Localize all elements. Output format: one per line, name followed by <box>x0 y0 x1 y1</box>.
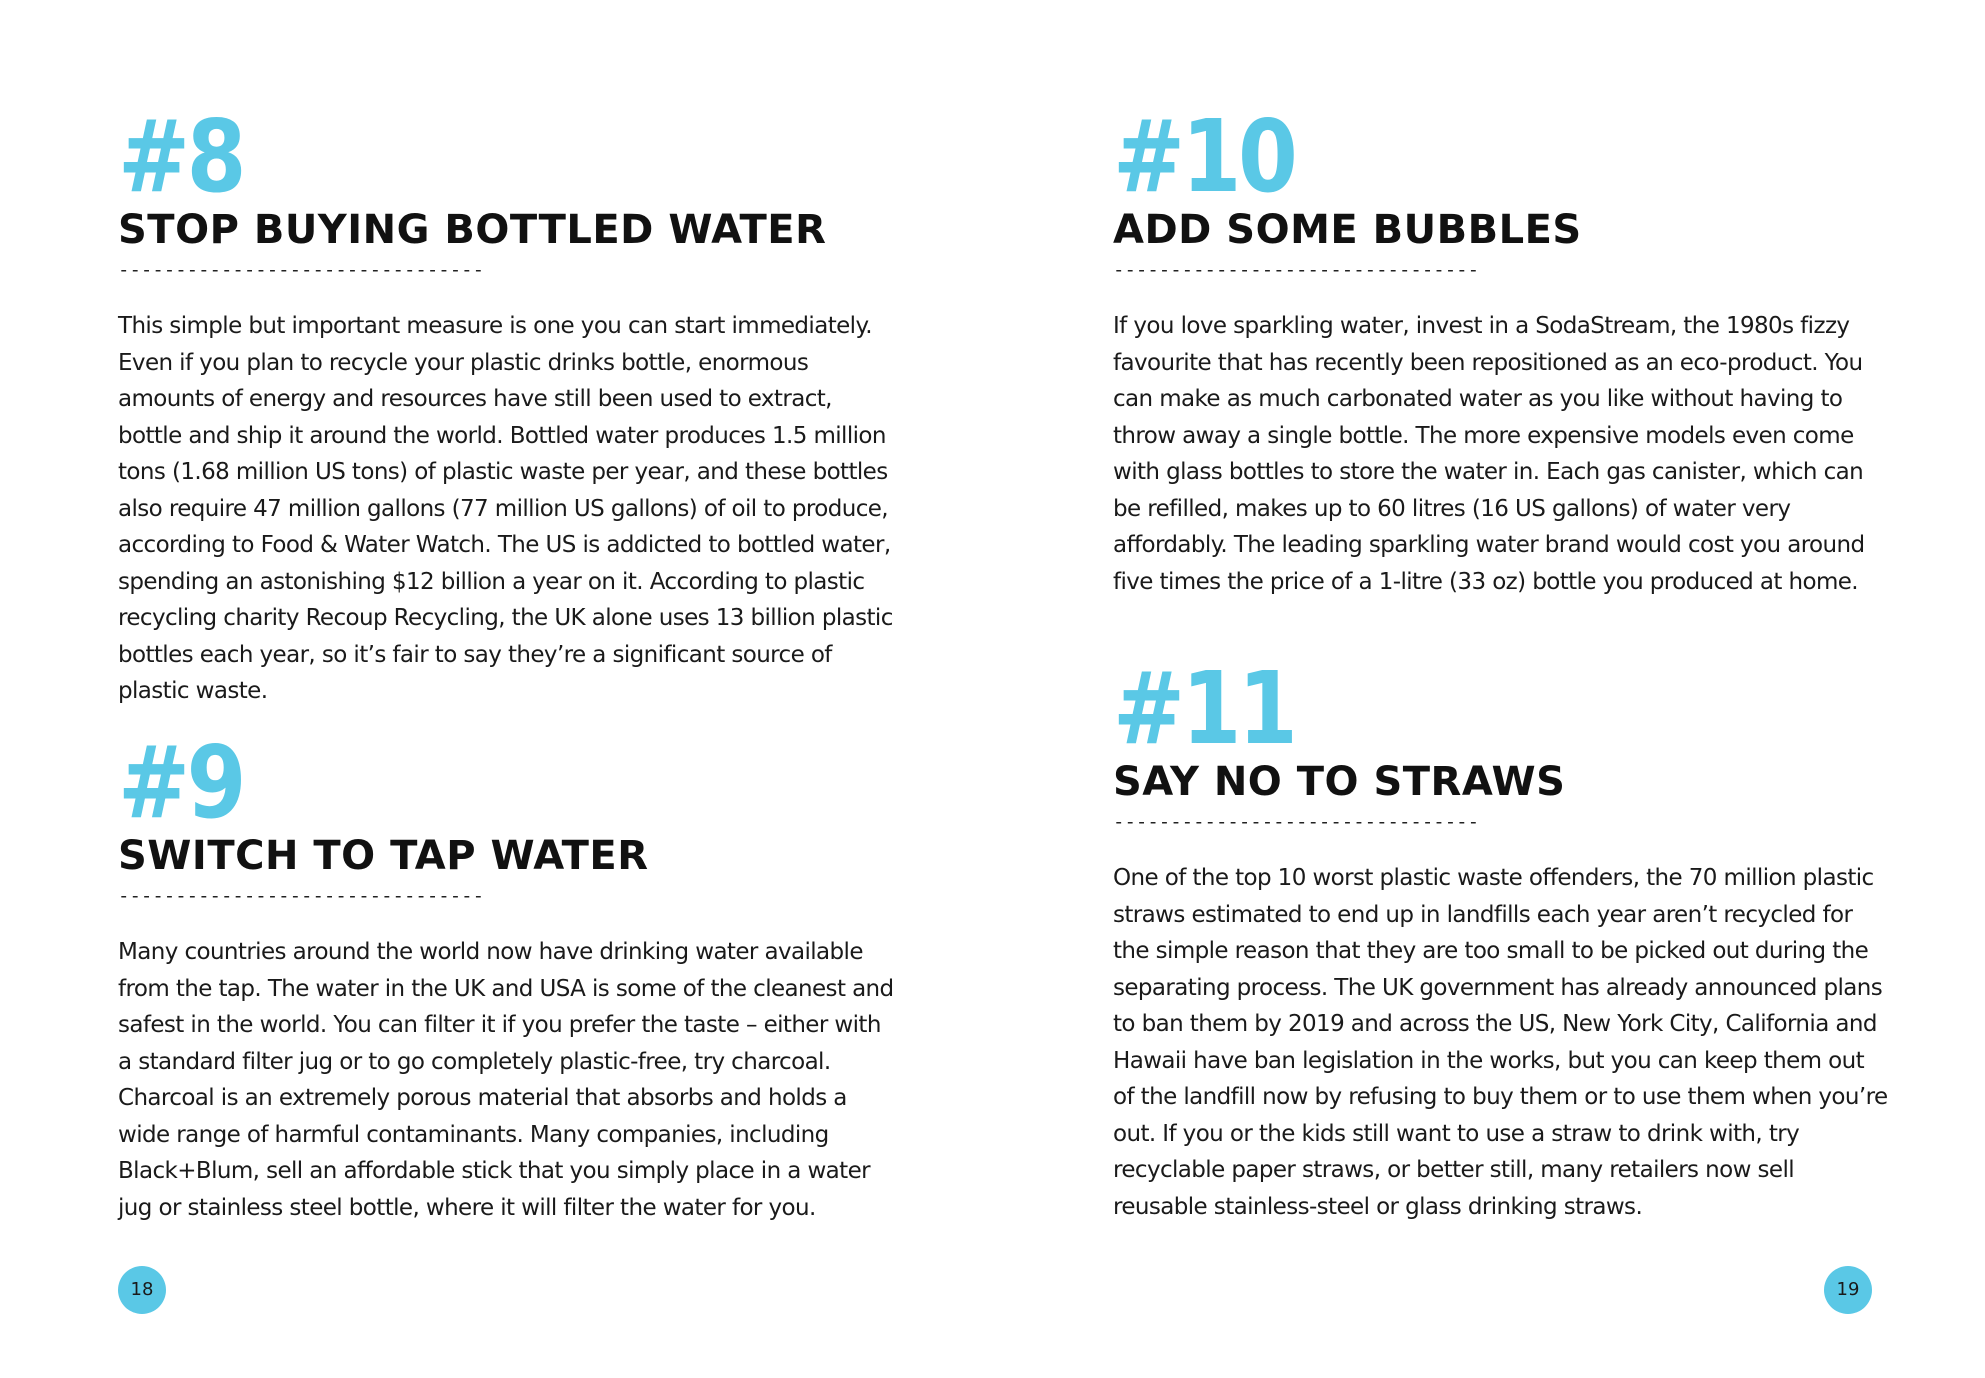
tip-body: If you love sparkling water, invest in a SodaStream, the 1980s fizzy favourite that has recently been repositioned as an eco-product. You can make as much carbonated water as you like without having to throw away a single bottle. The more expensive models even come with glass bottles to store the water in. Each gas canister, which can be refilled, makes up to 60 litres (16 US gallons) of water very affordably. The leading sparkling water brand would cost you around five times the price of a 1-litre (33 oz) bottle you produced at home. <box>1113 313 1865 595</box>
tip-body: Many countries around the world now have drinking water available from the tap. The water in the UK and USA is some of the cleanest and safest in the world. You can filter it if you prefer the taste – either with a standard filter jug or to go completely plastic-free, try charcoal. Charcoal is an extremely porous material that absorbs and holds a wide range of harmful contaminants. Many companies, including Black+Blum, sell an affordable stick that you simply place in a water jug or stainless steel bottle, where it will filter the water for you. <box>118 939 894 1221</box>
tip-title: ADD SOME BUBBLES <box>1113 207 1582 253</box>
dashed-divider: -------------------------------- <box>118 885 485 907</box>
dashed-divider: -------------------------------- <box>1113 811 1480 833</box>
tip-section-8 <box>118 98 898 710</box>
tip-title: STOP BUYING BOTTLED WATER <box>118 207 827 253</box>
tip-section-10 <box>1113 98 1893 600</box>
tip-section-11 <box>1113 650 1893 1225</box>
tip-title: SAY NO TO STRAWS <box>1113 759 1566 805</box>
tip-body: One of the top 10 worst plastic waste offenders, the 70 million plastic straws estimated to end up in landfills each year aren’t recycled for the simple reason that they are too small to be picked out during the separating process. The UK government has already announced plans to ban them by 2019 and across the US, New York City, California and Hawaii have ban legislation in the works, but you can keep them out of the landfill now by refusing to buy them or to use them when you’re out. If you or the kids still want to use a straw to drink with, try recyclable paper straws, or better still, many retailers now sell reusable stainless-steel or glass drinking straws. <box>1113 865 1888 1220</box>
tip-number: #11 <box>1113 650 1295 767</box>
dashed-divider: -------------------------------- <box>118 259 485 281</box>
tip-number: #8 <box>118 98 244 215</box>
tip-number: #9 <box>118 724 244 841</box>
page-number-badge: 18 <box>118 1266 166 1314</box>
dashed-divider: -------------------------------- <box>1113 259 1480 281</box>
tip-section-9 <box>118 724 898 1226</box>
left-page <box>0 0 992 1378</box>
tip-title: SWITCH TO TAP WATER <box>118 833 649 879</box>
right-page <box>993 0 1985 1378</box>
tip-number: #10 <box>1113 98 1295 215</box>
tip-body: This simple but important measure is one you can start immediately. Even if you plan to recycle your plastic drinks bottle, enormous amounts of energy and resources have still been used to extract, bottle and ship it around the world. Bottled water produces 1.5 million tons (1.68 million US tons) of plastic waste per year, and these bottles also require 47 million gallons (77 million US gallons) of oil to produce, according to Food & Water Watch. The US is addicted to bottled water, spending an astonishing $12 billion a year on it. According to plastic recycling charity Recoup Recycling, the UK alone uses 13 billion plastic bottles each year, so it’s fair to say they’re a significant source of plastic waste. <box>118 313 893 704</box>
page-number-badge: 19 <box>1824 1266 1872 1314</box>
